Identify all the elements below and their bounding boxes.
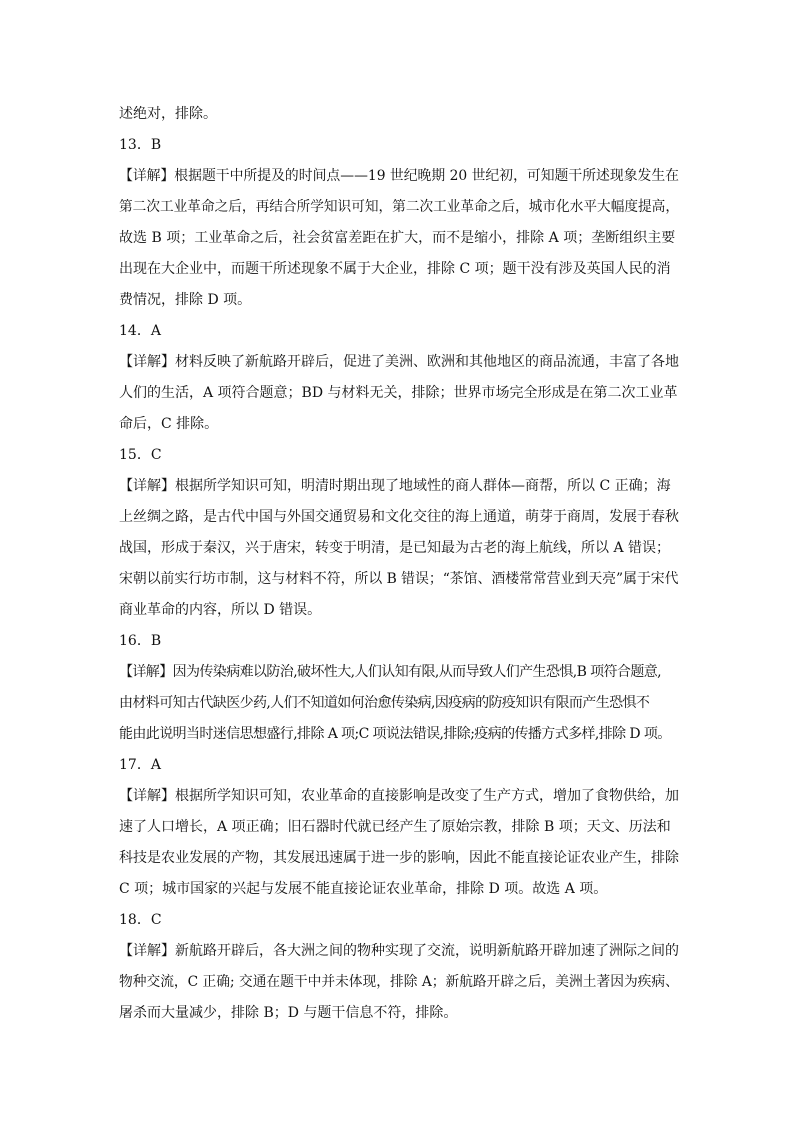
- explanation-line: 【详解】根据所学知识可知，明清时期出现了地域性的商人群体—商帮，所以 C 正确；海: [119, 478, 671, 494]
- leading-line: 述绝对，排除。: [119, 106, 217, 122]
- question-13-number: 13．B: [119, 137, 162, 153]
- explanation-line: 科技是农业发展的产物，其发展迅速属于进一步的影响，因此不能直接论证农业产生，排除: [119, 850, 679, 866]
- explanation-line: 故选 B 项；工业革命之后，社会贫富差距在扩大，而不是缩小，排除 A 项；垄断组织主要: [119, 230, 676, 246]
- explanation-line: 出现在大企业中，而题干所述现象不属于大企业，排除 C 项；题干没有涉及英国人民的消: [119, 261, 671, 277]
- explanation-line: 【详解】根据题干中所提及的时间点——19 世纪晚期 20 世纪初，可知题干所述现象发生在: [119, 168, 680, 184]
- explanation-line: 战国，形成于秦汉，兴于唐宋，转变于明清，是已知最为古老的海上航线，所以 A 错误；: [119, 540, 671, 556]
- explanation-line: 能由此说明当时迷信思想盛行,排除 A 项;C 项说法错误,排除;疫病的传播方式多样,排除 D 项。: [119, 726, 671, 742]
- explanation-line: 【详解】因为传染病难以防治,破坏性大,人们认知有限,从而导致人们产生恐惧,B 项符合题意,: [119, 664, 661, 680]
- question-14-number: 14．A: [119, 323, 161, 339]
- explanation-line: 【详解】新航路开辟后，各大洲之间的物种实现了交流，说明新航路开辟加速了洲际之间的: [119, 943, 679, 959]
- question-13-explanation: [119, 161, 679, 316]
- explanation-line: 【详解】根据所学知识可知，农业革命的直接影响是改变了生产方式，增加了食物供给，加: [119, 788, 679, 804]
- question-17-number: 17．A: [119, 757, 161, 773]
- question-16-number: 16．B: [119, 633, 162, 649]
- question-14-explanation: [119, 347, 679, 440]
- explanation-line: 人们的生活，A 项符合题意；BD 与材料无关，排除；世界市场完全形成是在第二次工业革: [119, 385, 678, 401]
- answer-explanations: [119, 99, 679, 1029]
- explanation-line: 商业革命的内容，所以 D 错误。: [119, 602, 322, 618]
- explanation-line: 由材料可知古代缺医少药,人们不知道如何治愈传染病,因疫病的防疫知识有限而产生恐惧不: [119, 695, 650, 711]
- explanation-line: 费情况，排除 D 项。: [119, 292, 252, 308]
- explanation-line: 【详解】材料反映了新航路开辟后，促进了美洲、欧洲和其他地区的商品流通，丰富了各地: [119, 354, 679, 370]
- explanation-line: 命后，C 排除。: [119, 416, 219, 432]
- explanation-line: C 项；城市国家的兴起与发展不能直接论证农业革命，排除 D 项。故选 A 项。: [119, 881, 608, 897]
- explanation-line: 物种交流，C 正确; 交通在题干中并未体现，排除 A；新航路开辟之后，美洲土著因为疾病、: [119, 974, 679, 990]
- question-15-number: 15．C: [119, 447, 162, 463]
- question-16-explanation: [119, 657, 679, 750]
- question-18-explanation: [119, 936, 679, 1029]
- question-15-explanation: [119, 471, 679, 626]
- question-17-explanation: [119, 781, 679, 905]
- explanation-line: 第二次工业革命之后，再结合所学知识可知，第二次工业革命之后，城市化水平大幅度提高，: [119, 199, 679, 215]
- explanation-line: 速了人口增长，A 项正确；旧石器时代就已经产生了原始宗教，排除 B 项；天文、历法和: [119, 819, 671, 835]
- question-18-number: 18．C: [119, 912, 162, 928]
- explanation-line: 上丝绸之路，是古代中国与外国交通贸易和文化交往的海上通道，萌芽于商周，发展于春秋: [119, 509, 679, 525]
- explanation-line: 宋朝以前实行坊市制，这与材料不符，所以 B 错误；“茶馆、酒楼常常营业到天亮”属于宋代: [119, 571, 679, 587]
- explanation-line: 屠杀而大量减少，排除 B；D 与题干信息不符，排除。: [119, 1005, 458, 1021]
